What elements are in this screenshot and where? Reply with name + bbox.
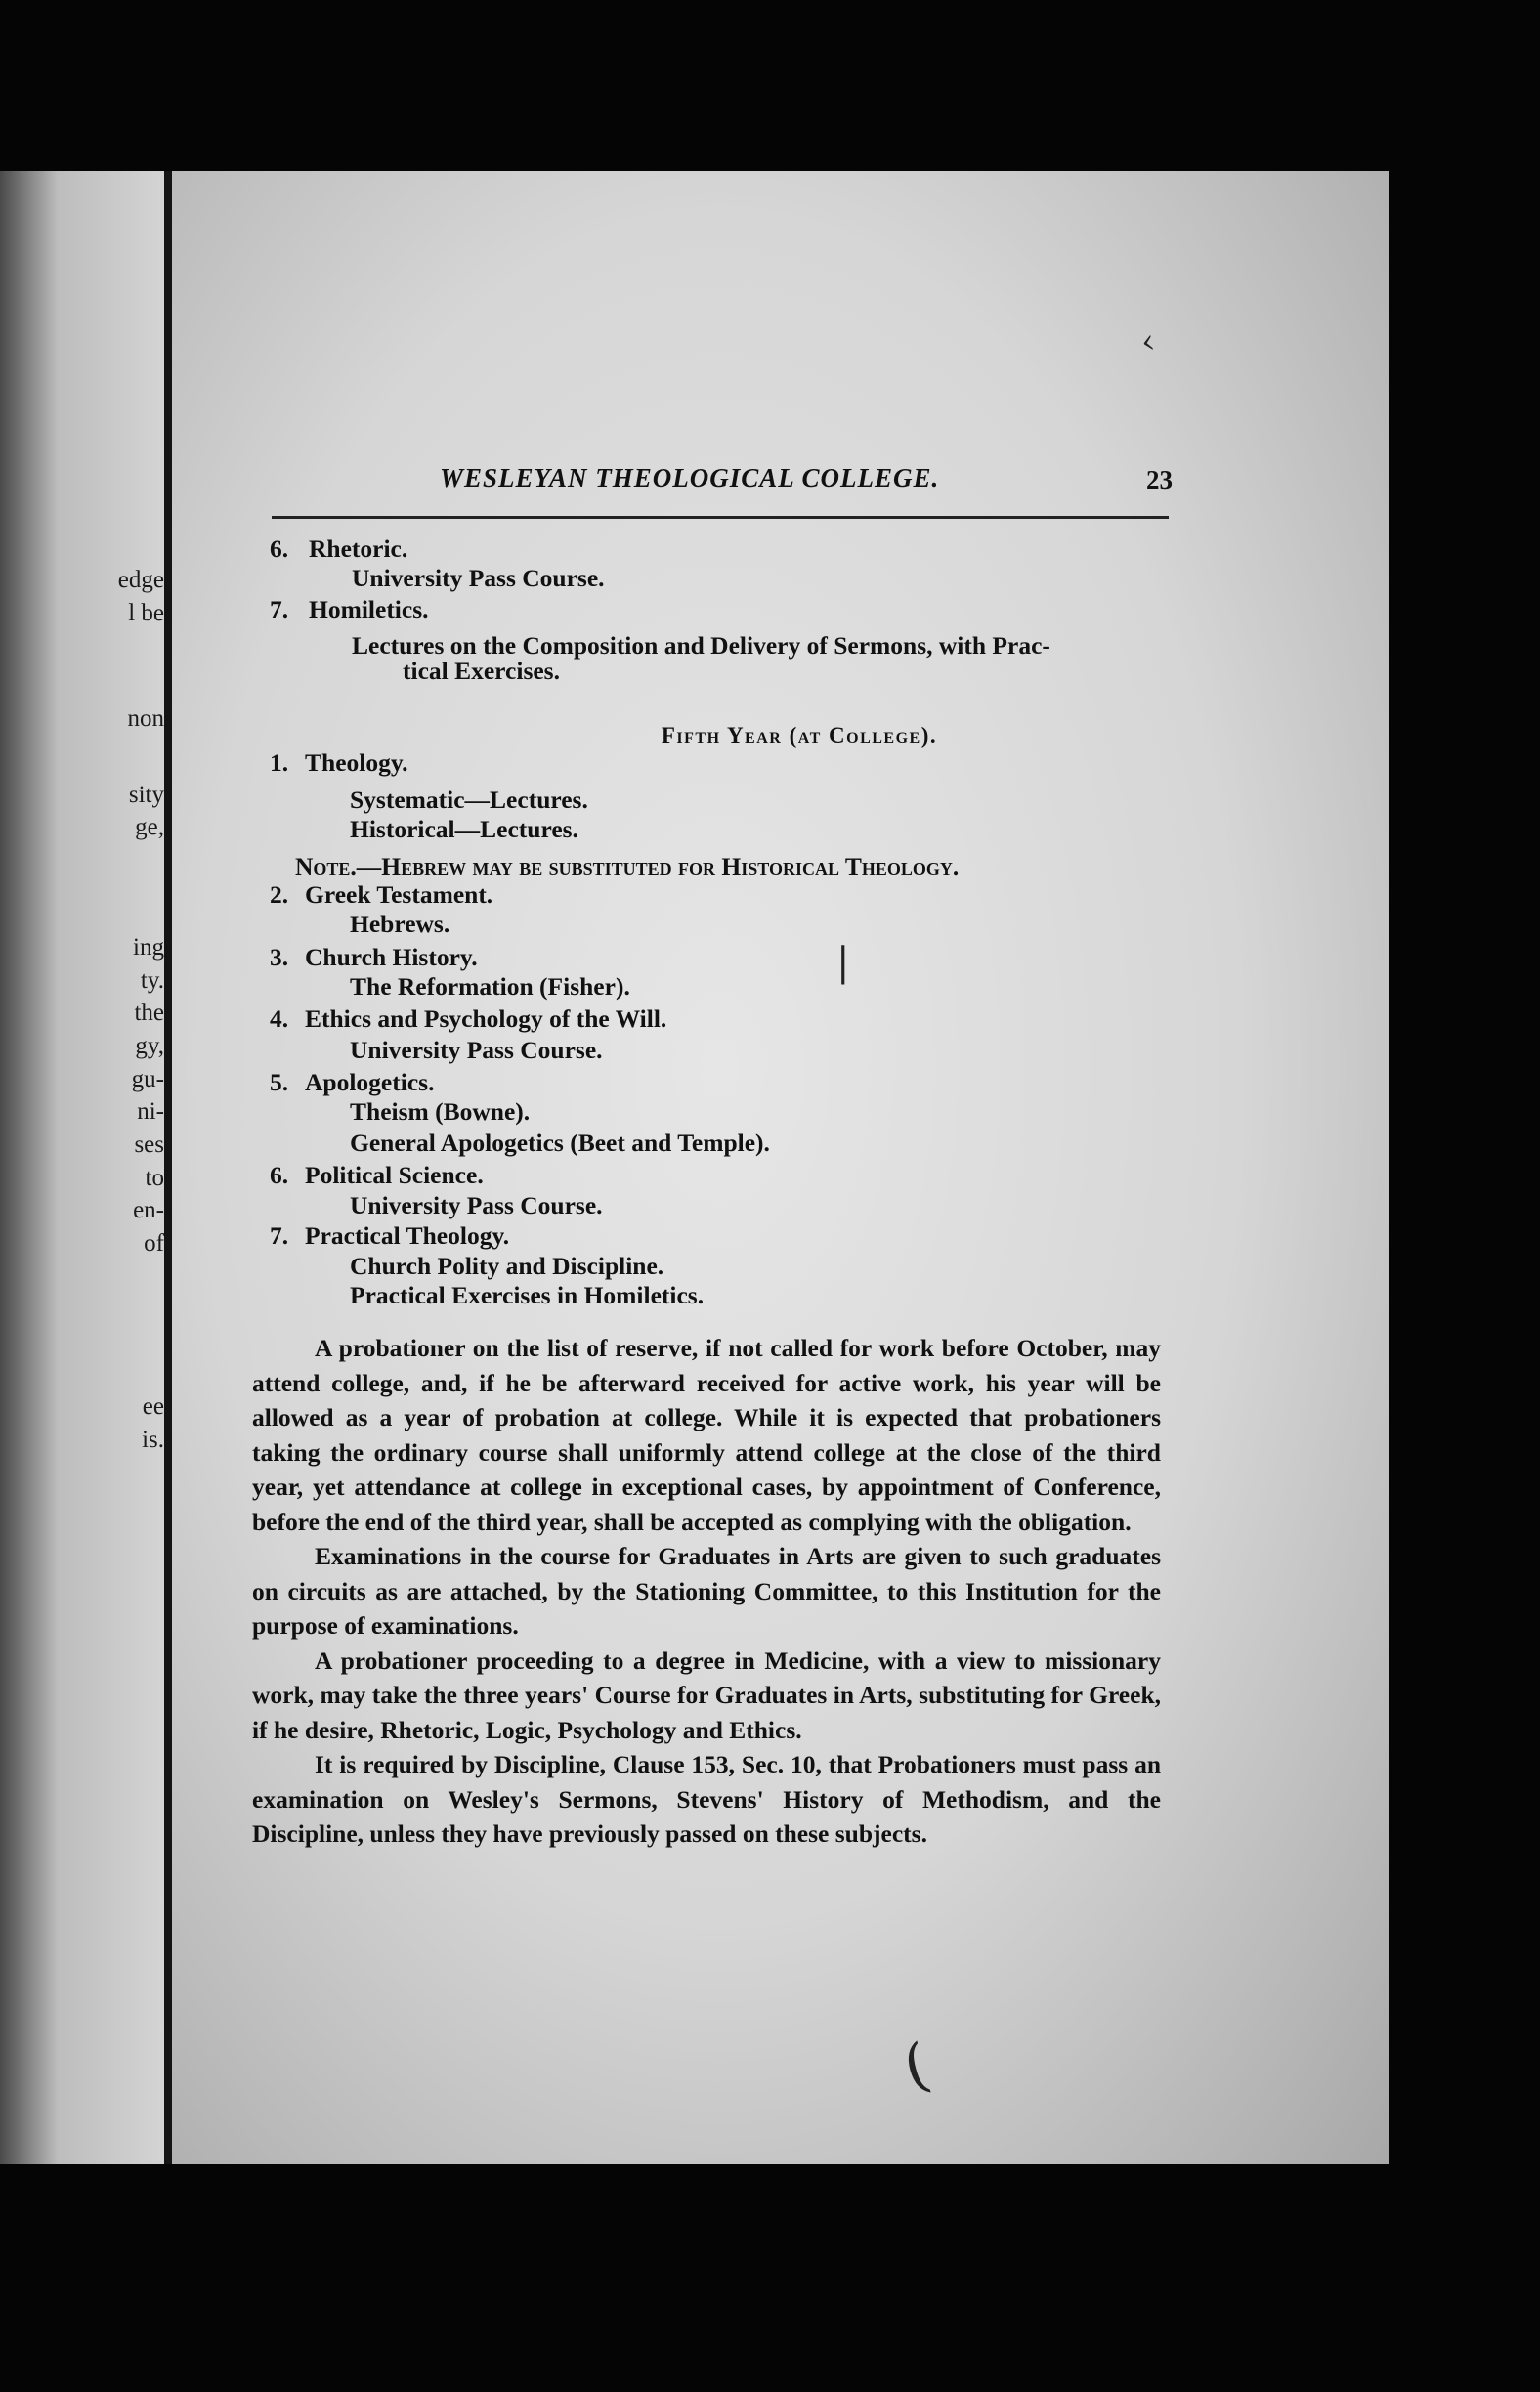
item-subline: University Pass Course. [350,1036,603,1064]
header-rule [272,516,1169,519]
item-subline: General Apologetics (Beet and Temple). [350,1129,770,1157]
item-title: Apologetics. [305,1068,435,1096]
item-title: Political Science. [305,1161,484,1189]
item-number: 1. [270,748,289,777]
paragraph: A probationer proceeding to a degree in Medicine, with a view to missionary work, may take the three years' Course for Graduates in Arts, substituting for Greek, if he desire, Rhetoric, Logic, Psychology and Ethics. [252,1645,1161,1744]
prev-fragment: of [144,1230,164,1257]
item-title: Greek Testament. [305,880,493,909]
section-heading: Fifth Year (at College). [661,723,938,748]
prev-fragment: ing [133,934,164,961]
body-text [252,1331,1161,1852]
running-title: WESLEYAN THEOLOGICAL COLLEGE. [440,463,940,492]
prev-fragment: ty. [140,967,164,994]
item-subline: Practical Exercises in Homiletics. [350,1281,705,1309]
prev-fragment: gu- [131,1066,164,1092]
item-subline: tical Exercises. [403,657,560,685]
prev-fragment: to [145,1165,164,1191]
page-number: 23 [1146,465,1173,494]
item-subline: Systematic—Lectures. [350,786,588,814]
prev-fragment: ses [134,1132,164,1158]
pencil-mark: | [836,940,850,985]
pencil-mark: ‹ [1137,321,1158,363]
item-number: 7. [270,1221,289,1250]
item-number: 2. [270,880,289,909]
item-subline: The Reformation (Fisher). [350,972,630,1001]
prev-fragment: non [127,705,164,732]
item-number: 6. [270,1161,289,1189]
item-subline: Hebrews. [350,910,450,938]
item-subline: Church Polity and Discipline. [350,1252,664,1280]
item-title: Rhetoric. [309,534,408,563]
item-title: Church History. [305,943,478,971]
item-title: Homiletics. [309,595,429,623]
prev-fragment: ni- [137,1098,164,1125]
prev-fragment: l be [128,600,164,626]
book-gutter [164,171,172,2164]
item-subline: Theism (Bowne). [350,1097,531,1126]
item-number: 3. [270,943,289,971]
paragraph: It is required by Discipline, Clause 153, Sec. 10, that Probationers must pass an examination on Wesley's Sermons, Stevens' History of Methodism, and the Discipline, unless they have previously passed on these subjects. [252,1750,1161,1848]
prev-fragment: ee [142,1393,164,1420]
item-number: 5. [270,1068,289,1096]
item-title: Ethics and Psychology of the Will. [305,1004,667,1033]
pencil-mark: ( [896,2030,937,2103]
prev-fragment: edge [117,567,164,593]
prev-fragment: the [134,1000,164,1026]
prev-fragment: en- [133,1197,164,1223]
item-subline: University Pass Course. [350,1191,603,1219]
item-number: 4. [270,1004,289,1033]
note: Note.—Hebrew may be substituted for Historical Theology. [295,852,960,880]
item-title: Practical Theology. [305,1221,510,1250]
item-subline: Lectures on the Composition and Delivery of Sermons, with Prac- [352,631,1050,660]
item-title: Theology. [305,748,408,777]
paragraph: Examinations in the course for Graduates in Arts are given to such graduates on circuits as are attached, by the Stationing Committee, to this Institution for the purpose of examinations. [252,1542,1161,1640]
item-subline: University Pass Course. [352,564,605,592]
prev-fragment: is. [142,1427,164,1453]
prev-fragment: sity [128,782,164,808]
item-number: 6. [270,534,289,563]
prev-fragment: gy, [135,1033,164,1059]
item-subline: Historical—Lectures. [350,815,578,843]
paragraph: A probationer on the list of reserve, if not called for work before October, may attend college, and, if he be afterward received for active work, his year will be allowed as a year of probation at college. While it is expected that probationers taking the ordinary course shall uniformly attend college at the close of the third year, yet attendance at college in exceptional cases, by appointment of Conference, before the end of the third year, shall be accepted as complying with the obligation. [252,1334,1161,1536]
prev-fragment: ge, [135,814,164,840]
item-number: 7. [270,595,289,623]
page-header [264,463,1173,498]
